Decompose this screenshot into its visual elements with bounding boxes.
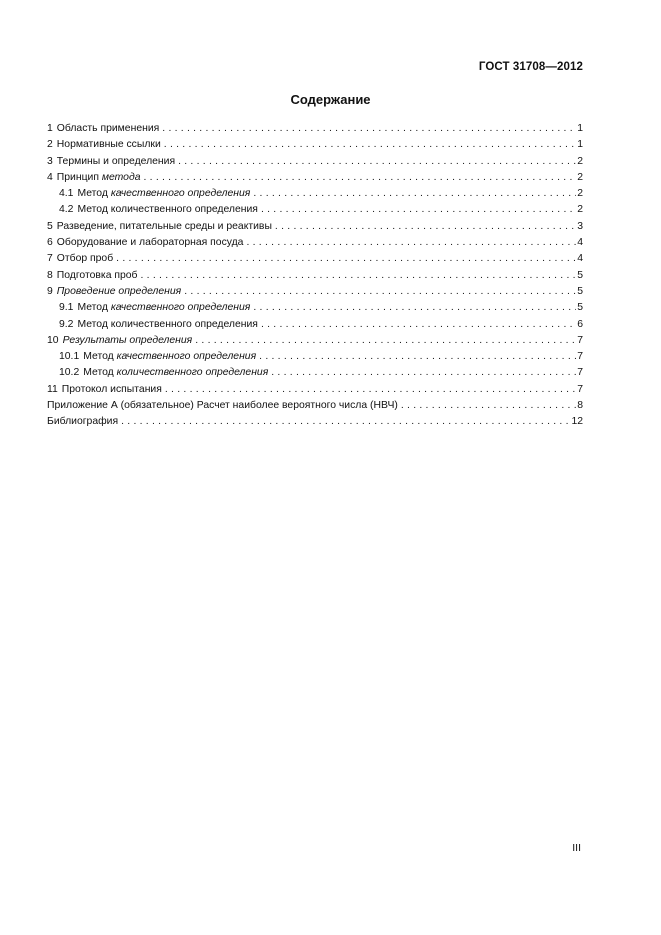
toc-entry-page: 2 bbox=[577, 188, 583, 200]
toc-entry-title bbox=[59, 317, 258, 333]
toc-entry-page: 7 bbox=[577, 367, 583, 379]
toc-dot-leader bbox=[162, 121, 576, 137]
toc-entry[interactable] bbox=[47, 317, 583, 333]
toc-entry-text: качественного определения bbox=[110, 188, 251, 200]
toc-entry-text: Нормативные ссылки bbox=[56, 139, 161, 151]
toc-dot-leader bbox=[253, 300, 576, 316]
toc-entry-page: 7 bbox=[577, 351, 583, 363]
toc-dot-leader bbox=[275, 219, 576, 235]
toc-entry[interactable] bbox=[47, 121, 583, 137]
toc-dot-leader bbox=[184, 284, 576, 300]
toc-entry-page: 6 bbox=[577, 318, 583, 330]
toc-entry-text: Термины и определения bbox=[56, 155, 176, 167]
table-of-contents bbox=[47, 121, 583, 431]
toc-entry[interactable] bbox=[47, 382, 583, 398]
toc-entry-number: 3 bbox=[47, 155, 53, 167]
toc-entry-number: 5 bbox=[47, 220, 53, 232]
toc-entry-number: 4 bbox=[47, 171, 53, 183]
toc-dot-leader bbox=[165, 382, 576, 398]
toc-dot-leader bbox=[141, 268, 577, 284]
toc-entry-text: Метод bbox=[83, 351, 117, 363]
toc-entry-number: 7 bbox=[47, 253, 53, 265]
toc-entry-title bbox=[47, 382, 162, 398]
toc-entry-page: 1 bbox=[577, 123, 583, 134]
toc-dot-leader bbox=[253, 186, 576, 202]
toc-entry-text: Библиография bbox=[47, 416, 119, 428]
toc-entry-page: 4 bbox=[577, 253, 583, 265]
toc-entry-text: Область применения bbox=[56, 123, 160, 134]
toc-entry[interactable] bbox=[47, 414, 583, 430]
toc-entry[interactable] bbox=[47, 219, 583, 235]
toc-entry-number: 10.1 bbox=[59, 351, 80, 363]
toc-entry-title bbox=[59, 300, 250, 316]
toc-entry-title bbox=[47, 251, 113, 267]
toc-entry-title bbox=[47, 333, 192, 349]
toc-entry[interactable] bbox=[47, 349, 583, 365]
toc-entry-number: 9.1 bbox=[59, 302, 74, 314]
toc-dot-leader bbox=[143, 170, 576, 186]
toc-entry-title bbox=[47, 121, 159, 137]
toc-entry[interactable] bbox=[47, 202, 583, 218]
toc-entry-page: 7 bbox=[577, 383, 583, 395]
toc-dot-leader bbox=[195, 333, 576, 349]
toc-entry-text: количественного определения bbox=[116, 367, 269, 379]
toc-entry-number: 10 bbox=[47, 334, 59, 346]
toc-entry-page: 5 bbox=[577, 269, 583, 281]
toc-entry-text: качественного определения bbox=[110, 302, 251, 314]
toc-entry-text: Приложение А (обязательное) Расчет наиболее вероятного числа (НВЧ) bbox=[47, 400, 398, 412]
toc-entry-text: Отбор проб bbox=[56, 253, 114, 265]
toc-dot-leader bbox=[261, 202, 576, 218]
toc-dot-leader bbox=[246, 235, 576, 251]
toc-entry-title bbox=[47, 398, 398, 414]
toc-entry-text: Метод bbox=[83, 367, 117, 379]
toc-dot-leader bbox=[164, 137, 576, 153]
toc-entry-number: 1 bbox=[47, 123, 53, 134]
toc-entry-title bbox=[59, 349, 256, 365]
toc-entry-number: 9.2 bbox=[59, 318, 74, 330]
toc-entry-page: 2 bbox=[577, 204, 583, 216]
toc-dot-leader bbox=[401, 398, 576, 414]
document-code: ГОСТ 31708—2012 bbox=[478, 61, 583, 73]
toc-entry[interactable] bbox=[47, 284, 583, 300]
toc-entry-title bbox=[47, 154, 175, 170]
toc-entry-text: Метод bbox=[77, 302, 111, 314]
toc-entry-title bbox=[47, 414, 118, 430]
toc-entry-title bbox=[59, 186, 250, 202]
toc-entry-number: 11 bbox=[47, 383, 58, 395]
toc-entry-text: Подготовка проб bbox=[56, 269, 138, 281]
toc-entry-page: 2 bbox=[577, 171, 583, 183]
toc-dot-leader bbox=[178, 154, 576, 170]
toc-entry-page: 1 bbox=[577, 139, 583, 151]
toc-entry-text: Метод количественного определения bbox=[77, 204, 258, 216]
toc-entry-number: 9 bbox=[47, 285, 53, 297]
toc-entry-page: 7 bbox=[577, 334, 583, 346]
toc-entry-number: 4.1 bbox=[59, 188, 74, 200]
toc-dot-leader bbox=[271, 365, 576, 381]
toc-entry-number: 10.2 bbox=[59, 367, 80, 379]
toc-entry-text: Проведение определения bbox=[56, 285, 182, 297]
toc-entry-text: Разведение, питательные среды и реактивы bbox=[56, 220, 272, 232]
toc-entry-text: Результаты определения bbox=[62, 334, 193, 346]
toc-entry-title bbox=[47, 268, 138, 284]
toc-title: Содержание bbox=[290, 92, 371, 107]
toc-entry-number: 6 bbox=[47, 237, 53, 249]
toc-entry-text: качественного определения bbox=[116, 351, 257, 363]
toc-entry-number: 4.2 bbox=[59, 204, 74, 216]
toc-entry-text: Метод количественного определения bbox=[77, 318, 258, 330]
toc-entry-page: 5 bbox=[577, 302, 583, 314]
toc-entry[interactable] bbox=[47, 137, 583, 153]
toc-entry[interactable] bbox=[47, 186, 583, 202]
toc-entry-text: Оборудование и лабораторная посуда bbox=[56, 237, 244, 249]
toc-entry-page: 5 bbox=[577, 285, 583, 297]
toc-dot-leader bbox=[116, 251, 576, 267]
toc-entry-title bbox=[47, 284, 181, 300]
toc-entry-title bbox=[47, 235, 243, 251]
toc-entry-page: 4 bbox=[577, 237, 583, 249]
toc-entry-text: Протокол испытания bbox=[61, 383, 162, 395]
toc-entry-page: 3 bbox=[577, 220, 583, 232]
toc-entry[interactable] bbox=[47, 170, 583, 186]
toc-entry[interactable] bbox=[47, 268, 583, 284]
toc-entry-title bbox=[59, 202, 258, 218]
toc-dot-leader bbox=[261, 317, 576, 333]
toc-entry-number: 2 bbox=[47, 139, 53, 151]
toc-entry-title bbox=[47, 170, 140, 186]
toc-entry-title bbox=[47, 219, 272, 235]
toc-entry-title bbox=[47, 137, 161, 153]
toc-entry-page: 2 bbox=[577, 155, 583, 167]
toc-entry[interactable] bbox=[47, 154, 583, 170]
toc-entry-text: Метод bbox=[77, 188, 111, 200]
toc-dot-leader bbox=[121, 414, 570, 430]
toc-entry[interactable] bbox=[47, 333, 583, 349]
toc-entry[interactable] bbox=[47, 235, 583, 251]
toc-entry[interactable] bbox=[47, 398, 583, 414]
toc-entry[interactable] bbox=[47, 251, 583, 267]
toc-dot-leader bbox=[259, 349, 576, 365]
page-number: III bbox=[572, 842, 581, 854]
toc-entry[interactable] bbox=[47, 300, 583, 316]
toc-entry-title bbox=[59, 365, 268, 381]
toc-entry[interactable] bbox=[47, 365, 583, 381]
toc-entry-number: 8 bbox=[47, 269, 53, 281]
toc-entry-text: метода bbox=[101, 171, 141, 183]
toc-entry-page: 8 bbox=[577, 400, 583, 412]
toc-entry-page: 12 bbox=[571, 416, 583, 428]
toc-entry-text: Принцип bbox=[56, 171, 102, 183]
